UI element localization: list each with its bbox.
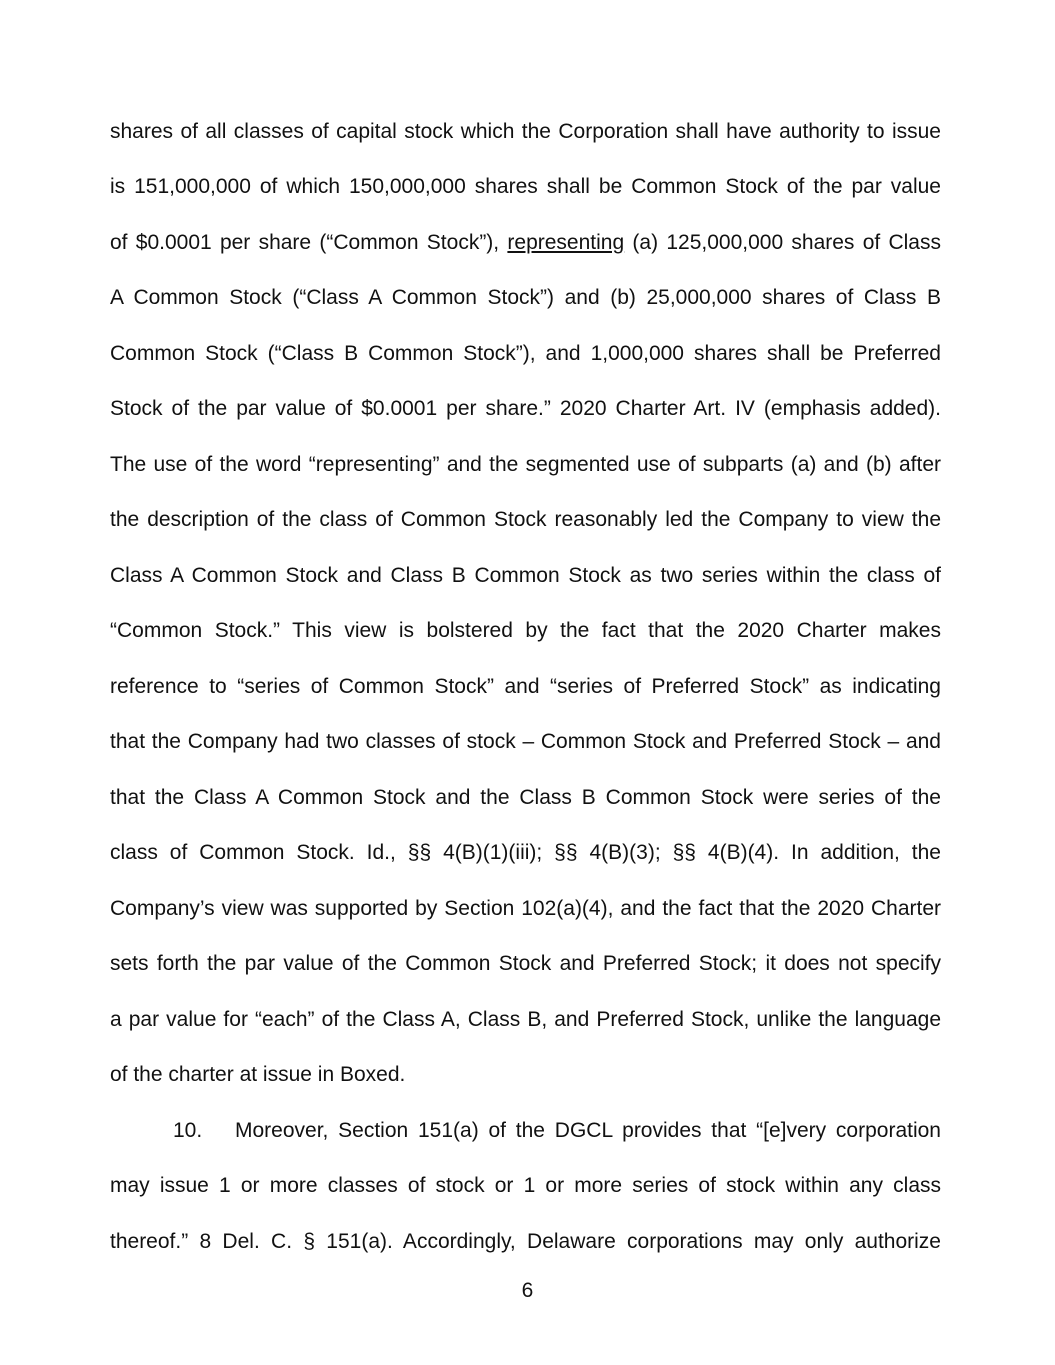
body-text-line: shares of all classes of capital stock which the Corporation shall have authority to issue [110,120,941,143]
body-text-line: that the Class A Common Stock and the Class B Common Stock were series of the [110,786,941,809]
paragraph-number: 10. [173,1119,203,1142]
body-text-line: “Common Stock.” This view is bolstered by the fact that the 2020 Charter makes [110,619,941,642]
body-text-line: Class A Common Stock and Class B Common Stock as two series within the class of [110,564,941,587]
body-text-line: Common Stock (“Class B Common Stock”), and 1,000,000 shares shall be Preferred [110,342,941,365]
body-text-line: Moreover, Section 151(a) of the DGCL provides that “[e]very corporation [235,1119,941,1142]
body-text-line: of the charter at issue in Boxed. [110,1063,406,1086]
body-text-line: may issue 1 or more classes of stock or 1 or more series of stock within any class [110,1174,941,1197]
body-text-line: sets forth the par value of the Common Stock and Preferred Stock; it does not specify [110,952,941,975]
text-segment: (a) 125,000,000 shares of Class [624,231,941,254]
body-text-line: The use of the word “representing” and the segmented use of subparts (a) and (b) after [110,453,941,476]
body-text-line [110,228,941,258]
body-text-line: thereof.” 8 Del. C. § 151(a). Accordingly, Delaware corporations may only authorize [110,1230,941,1253]
body-text-line: A Common Stock (“Class A Common Stock”) and (b) 25,000,000 shares of Class B [110,286,941,309]
underlined-emphasis-word: representing [507,231,625,254]
text-segment: of $0.0001 per share (“Common Stock”), [110,231,508,254]
page-number: 6 [521,1279,534,1302]
body-text-line: Company’s view was supported by Section 102(a)(4), and the fact that the 2020 Charter [110,897,941,920]
body-text-line: is 151,000,000 of which 150,000,000 shares shall be Common Stock of the par value [110,175,941,198]
body-text-line: Stock of the par value of $0.0001 per share.” 2020 Charter Art. IV (emphasis added). [110,397,941,420]
body-text-line: class of Common Stock. Id., §§ 4(B)(1)(iii); §§ 4(B)(3); §§ 4(B)(4). In addition, the [110,841,941,864]
body-text-line: reference to “series of Common Stock” and “series of Preferred Stock” as indicating [110,675,941,698]
body-text-line: that the Company had two classes of stock – Common Stock and Preferred Stock – and [110,730,941,753]
body-text-line: the description of the class of Common Stock reasonably led the Company to view the [110,508,941,531]
body-text-line: a par value for “each” of the Class A, Class B, and Preferred Stock, unlike the language [110,1008,941,1031]
